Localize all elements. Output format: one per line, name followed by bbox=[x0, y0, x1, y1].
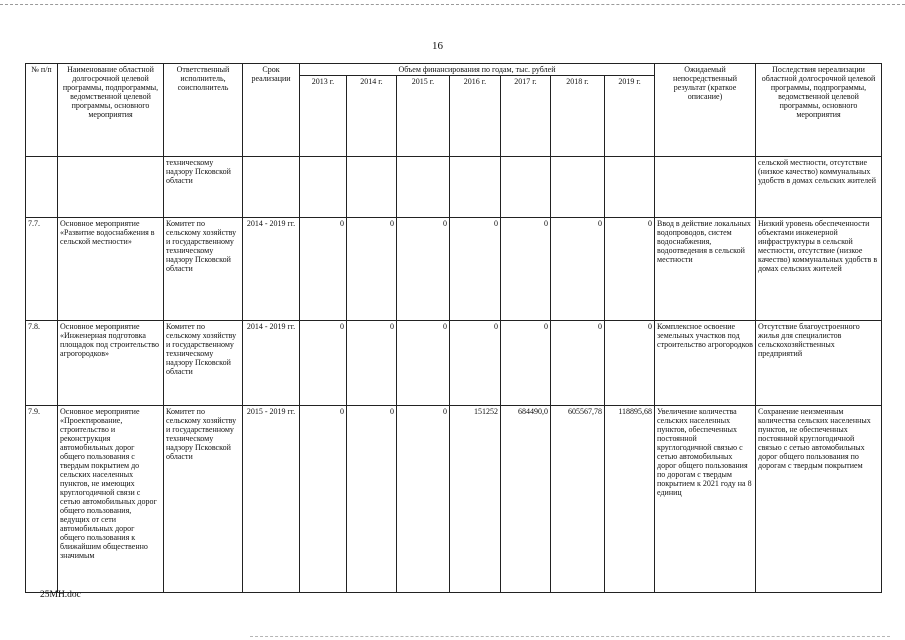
cell-value-2018: 0 bbox=[551, 321, 605, 406]
header-year: 2014 г. bbox=[347, 76, 397, 157]
cell-period bbox=[243, 157, 300, 218]
cell-period: 2015 - 2019 гг. bbox=[243, 406, 300, 593]
cell-result: Увеличение количества сельских населенных пунктов, обеспеченных постоянной круглогодичной связью с сетью автомобильных дорог общего пользования по дорогам с твердым покрытием к 2021 году на 8 единиц bbox=[655, 406, 756, 593]
cell-value-2017: 684490,0 bbox=[501, 406, 551, 593]
header-consequences: Последствия нереализации областной долгосрочной целевой программы, подпрограммы, ведомственной целевой программы, основного мероприятия bbox=[756, 64, 882, 157]
cell-value-2018: 605567,78 bbox=[551, 406, 605, 593]
table-row bbox=[26, 406, 882, 593]
cell-value-2019: 118895,68 bbox=[605, 406, 655, 593]
header-year: 2018 г. bbox=[551, 76, 605, 157]
cell-value bbox=[605, 157, 655, 218]
continuation-row bbox=[26, 157, 882, 218]
header-executor: Ответственный исполнитель, соисполнитель bbox=[164, 64, 243, 157]
cell-num bbox=[26, 157, 58, 218]
cell-consequences: Сохранение неизменным количества сельских населенных пунктов, не обеспеченных постоянной круглогодичной связью с сетью автомобильных дорог общего пользования по дорогам с твердым покрытием bbox=[756, 406, 882, 593]
cell-value-2016: 0 bbox=[450, 321, 501, 406]
cell-consequences: сельской местности, отсутствие (низкое качество) коммунальных удобств в домах сельских жителей bbox=[756, 157, 882, 218]
cell-value-2017: 0 bbox=[501, 321, 551, 406]
header-name: Наименование областной долгосрочной целевой программы, подпрограммы, ведомственной целевой программы, основного мероприятия bbox=[58, 64, 164, 157]
header-year: 2019 г. bbox=[605, 76, 655, 157]
header-num: № п/п bbox=[26, 64, 58, 157]
cell-consequences: Низкий уровень обеспеченности объектами инженерной инфраструктуры в сельской местности, отсутствие (низкое качество) коммунальных удобств в домах сельских жителей bbox=[756, 218, 882, 321]
cell-result bbox=[655, 157, 756, 218]
cell-consequences: Отсутствие благоустроенного жилья для специалистов сельскохозяйственных предприятий bbox=[756, 321, 882, 406]
cell-value-2017: 0 bbox=[501, 218, 551, 321]
cell-name: Основное мероприятие «Проектирование, строительство и реконструкция автомобильных дорог общего пользования с твердым покрытием до сельских населенных пунктов, не имеющих круглогодичной связи с сетью автомобильных дорог общего пользования, ведущих от сети автомобильных дорог общего пользования к ближайшим общественно значимым bbox=[58, 406, 164, 593]
cell-value bbox=[501, 157, 551, 218]
cell-period: 2014 - 2019 гг. bbox=[243, 218, 300, 321]
table-row bbox=[26, 321, 882, 406]
cell-value-2015: 0 bbox=[397, 321, 450, 406]
cell-value-2019: 0 bbox=[605, 218, 655, 321]
cell-result: Ввод в действие локальных водопроводов, систем водоснабжения, водоотведения в сельской местности bbox=[655, 218, 756, 321]
page-number: 16 bbox=[432, 40, 443, 52]
header-year: 2015 г. bbox=[397, 76, 450, 157]
cell-value-2019: 0 bbox=[605, 321, 655, 406]
footer-filename: 25MH.doc bbox=[40, 590, 81, 600]
cell-value-2016: 151252 bbox=[450, 406, 501, 593]
cell-value-2014: 0 bbox=[347, 321, 397, 406]
table-row bbox=[26, 218, 882, 321]
cell-executor: Комитет по сельскому хозяйству и государственному техническому надзору Псковской области bbox=[164, 321, 243, 406]
cell-name: Основное мероприятие «Развитие водоснабжения в сельской местности» bbox=[58, 218, 164, 321]
cell-value-2015: 0 bbox=[397, 218, 450, 321]
cell-executor: Комитет по сельскому хозяйству и государственному техническому надзору Псковской области bbox=[164, 406, 243, 593]
cell-value-2015: 0 bbox=[397, 406, 450, 593]
cell-num: 7.9. bbox=[26, 406, 58, 593]
cell-value-2013: 0 bbox=[300, 406, 347, 593]
header-funding: Объем финансирования по годам, тыс. рублей bbox=[300, 64, 655, 76]
cell-value bbox=[450, 157, 501, 218]
cell-value bbox=[300, 157, 347, 218]
cell-num: 7.7. bbox=[26, 218, 58, 321]
cell-name: Основное мероприятие «Инженерная подготовка площадок под строительство агрогородков» bbox=[58, 321, 164, 406]
cell-value-2013: 0 bbox=[300, 218, 347, 321]
header-result: Ожидаемый непосредственный результат (краткое описание) bbox=[655, 64, 756, 157]
cell-result: Комплексное освоение земельных участков под строительство агрогородков bbox=[655, 321, 756, 406]
scan-edge-top bbox=[0, 4, 905, 5]
cell-value-2014: 0 bbox=[347, 218, 397, 321]
cell-num: 7.8. bbox=[26, 321, 58, 406]
cell-executor: техническому надзору Псковской области bbox=[164, 157, 243, 218]
cell-value bbox=[347, 157, 397, 218]
cell-value-2013: 0 bbox=[300, 321, 347, 406]
header-year: 2013 г. bbox=[300, 76, 347, 157]
cell-value-2016: 0 bbox=[450, 218, 501, 321]
scan-edge-bottom bbox=[250, 636, 890, 637]
cell-value-2014: 0 bbox=[347, 406, 397, 593]
header-year: 2016 г. bbox=[450, 76, 501, 157]
program-table bbox=[25, 63, 882, 593]
cell-name bbox=[58, 157, 164, 218]
header-year: 2017 г. bbox=[501, 76, 551, 157]
header-period: Срок реализации bbox=[243, 64, 300, 157]
cell-executor: Комитет по сельскому хозяйству и государственному техническому надзору Псковской области bbox=[164, 218, 243, 321]
cell-value-2018: 0 bbox=[551, 218, 605, 321]
cell-period: 2014 - 2019 гг. bbox=[243, 321, 300, 406]
cell-value bbox=[397, 157, 450, 218]
cell-value bbox=[551, 157, 605, 218]
